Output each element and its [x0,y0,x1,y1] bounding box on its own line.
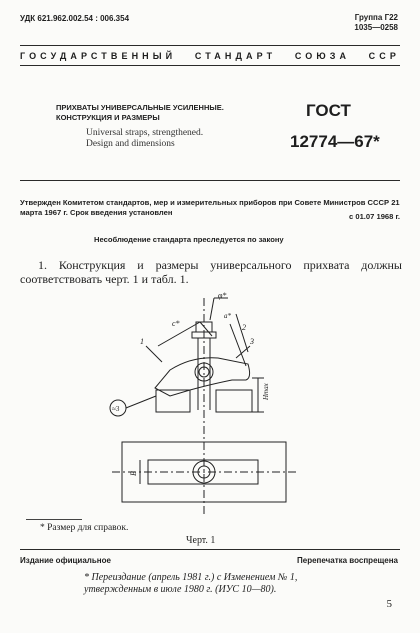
legal-warning: Несоблюдение стандарта преследуется по закону [94,235,284,244]
reissue-note [84,572,404,596]
gost-number: 12774—67* [290,132,380,151]
leader-1 [146,346,162,362]
figure-caption: Черт. 1 [186,535,216,546]
base-block-right [216,390,252,412]
group-code [354,13,398,33]
dimension-c-line-2 [200,322,212,336]
body-paragraph: 1. Конструкция и размеры универсального прихвата должны соответствовать черт. 1 и табл. 1. [20,258,402,286]
udk-code: УДК 621.962.002.54 : 006.354 [20,14,130,23]
state-standard-heading: ГОСУДАРСТВЕННЫЙ СТАНДАРТ СОЮЗА ССР [20,51,400,61]
title-ru-line-1: ПРИХВАТЫ УНИВЕРСАЛЬНЫЕ УСИЛЕННЫЕ. [56,103,224,112]
dimension-2-leader [236,314,248,352]
title-ru-line-2: КОНСТРУКЦИЯ И РАЗМЕРЫ [56,113,160,122]
approval-text: Утвержден Комитетом стандартов, мер и измерительных приборов при Совете Министров СССР 21 марта 1967 г. Срок введения установлен [20,198,400,217]
reissue-line-2: утвержденным в июле 1980 г. (ИУС 10—80). [84,584,277,595]
bubble-leader [126,396,156,408]
label-a: a* [224,312,231,320]
label-3: 3 [250,337,254,346]
label-phi: φ* [218,292,227,300]
official-edition-label: Издание официальное [20,556,111,565]
group-line-1: Группа Г22 [354,13,398,22]
footnote-rule [26,519,82,520]
base-block-left [156,390,190,412]
header-rule-top [20,45,400,46]
dimension-phi-line [210,298,214,320]
label-hmax: Hmax [262,383,270,400]
footnote: * Размер для справок. [40,523,129,533]
effective-date: с 01.07 1968 г. [349,212,400,221]
label-2: 2 [242,323,246,332]
footer-rule [20,549,400,550]
strap-technical-drawing [100,292,300,516]
group-line-2: 1035—0258 [354,23,398,32]
title-en-line-1: Universal straps, strengthened. [86,128,204,138]
title-russian [56,103,276,123]
header-rule-bottom [20,65,400,66]
title-en-line-2: Design and dimensions [86,139,175,149]
label-bubble: ≈3 [112,405,120,413]
title-divider [20,180,400,181]
label-c: c* [172,319,180,328]
title-english [86,128,256,150]
reprint-prohibited-label: Перепечатка воспрещена [297,556,398,565]
gost-label: ГОСТ [306,101,351,120]
page-number: 5 [386,598,392,610]
reissue-line-1: * Переиздание (апрель 1981 г.) с Изменением № 1, [84,572,298,583]
label-b: B [129,471,138,476]
label-1: 1 [140,337,144,346]
